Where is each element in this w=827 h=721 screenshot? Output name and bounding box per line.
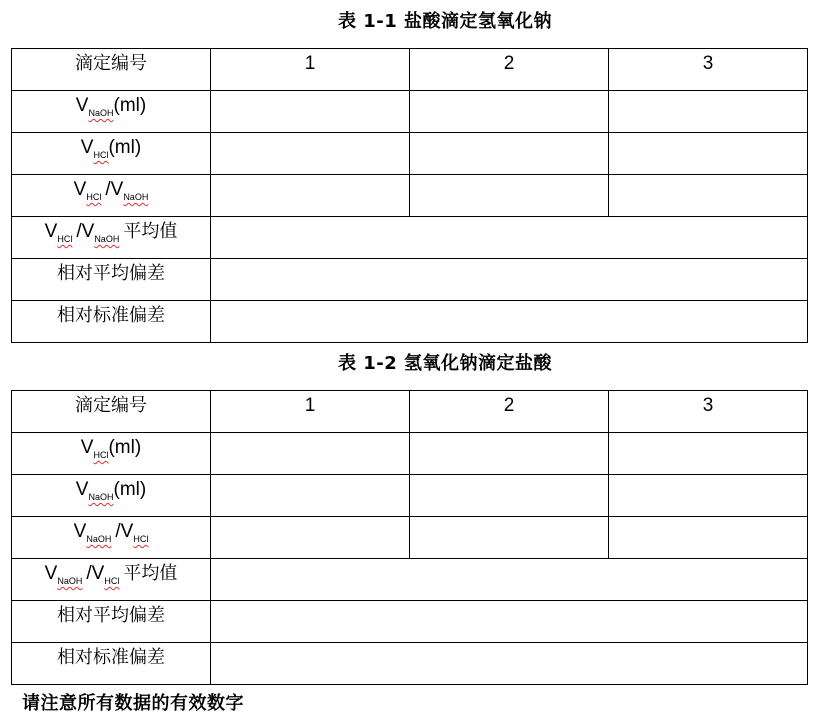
- merged-data-cell[interactable]: [211, 643, 808, 685]
- v-symbol: V: [44, 221, 58, 242]
- header-col-2: [410, 391, 609, 433]
- unit: (ml): [113, 479, 147, 500]
- header-col-2-text: 2: [503, 53, 515, 74]
- row-label-ratio-avg: [12, 559, 211, 601]
- data-cell[interactable]: [211, 91, 410, 133]
- merged-data-cell[interactable]: [211, 259, 808, 301]
- row-label-ratio: [12, 175, 211, 217]
- data-cell[interactable]: [609, 175, 808, 217]
- row-label-text: 相对平均偏差: [57, 605, 165, 626]
- table2-naoh-titrates-hcl: [11, 390, 808, 685]
- header-col-2-text: 2: [503, 395, 515, 416]
- merged-data-cell[interactable]: [211, 301, 808, 343]
- data-cell[interactable]: [211, 475, 410, 517]
- row-label-ratio: [12, 517, 211, 559]
- header-col-1-text: 1: [304, 395, 316, 416]
- table-row: [12, 301, 808, 343]
- v-symbol: V: [80, 137, 94, 158]
- row-label-text: 相对标准偏差: [57, 647, 165, 668]
- ratio-separator: /V: [115, 521, 134, 542]
- table-row: [12, 517, 808, 559]
- row-label-rel-std-dev: [12, 643, 211, 685]
- v-subscript: HCl: [93, 150, 109, 160]
- header-col-3: [609, 391, 808, 433]
- row-label-v-hcl: [12, 433, 211, 475]
- v-subscript: HCl: [57, 234, 73, 244]
- header-col-2: [410, 49, 609, 91]
- data-cell[interactable]: [410, 433, 609, 475]
- data-cell[interactable]: [609, 475, 808, 517]
- row-label-v-naoh: [12, 91, 211, 133]
- unit: (ml): [113, 95, 147, 116]
- row-label-v-hcl: [12, 133, 211, 175]
- header-col-3-text: 3: [702, 395, 714, 416]
- data-cell[interactable]: [410, 175, 609, 217]
- unit: (ml): [108, 437, 142, 458]
- table-row: [12, 133, 808, 175]
- header-label: 滴定编号: [75, 53, 147, 74]
- table1-caption: 表 1-1 盐酸滴定氢氧化钠: [337, 11, 553, 32]
- merged-data-cell[interactable]: [211, 601, 808, 643]
- v-symbol: V: [75, 479, 89, 500]
- row-label-rel-avg-dev: [12, 601, 211, 643]
- table-row: [12, 49, 808, 91]
- ratio-separator: /V: [105, 179, 124, 200]
- merged-data-cell[interactable]: [211, 559, 808, 601]
- data-cell[interactable]: [410, 517, 609, 559]
- v-subscript: NaOH: [94, 234, 120, 244]
- row-label-rel-std-dev: [12, 301, 211, 343]
- header-col-1: [211, 391, 410, 433]
- row-label-ratio-avg: [12, 217, 211, 259]
- v-subscript: NaOH: [88, 492, 114, 502]
- v-subscript: HCl: [86, 192, 102, 202]
- unit: (ml): [108, 137, 142, 158]
- table-row: [12, 391, 808, 433]
- data-cell[interactable]: [410, 91, 609, 133]
- table1-hcl-titrates-naoh: [11, 48, 808, 343]
- data-cell[interactable]: [211, 433, 410, 475]
- header-col-1: [211, 49, 410, 91]
- table-row: [12, 433, 808, 475]
- header-col-1-text: 1: [304, 53, 316, 74]
- merged-data-cell[interactable]: [211, 217, 808, 259]
- data-cell[interactable]: [211, 133, 410, 175]
- header-col-3-text: 3: [702, 53, 714, 74]
- header-col-3: [609, 49, 808, 91]
- table-row: [12, 259, 808, 301]
- table2-caption: 表 1-2 氢氧化钠滴定盐酸: [337, 353, 553, 374]
- header-label-cell: [12, 49, 211, 91]
- table-row: [12, 475, 808, 517]
- row-label-rel-avg-dev: [12, 259, 211, 301]
- v-symbol: V: [73, 179, 87, 200]
- data-cell[interactable]: [211, 175, 410, 217]
- table-row: [12, 643, 808, 685]
- v-subscript: NaOH: [123, 192, 149, 202]
- data-cell[interactable]: [609, 91, 808, 133]
- v-symbol: V: [44, 563, 58, 584]
- table-row: [12, 91, 808, 133]
- v-subscript: HCl: [133, 534, 149, 544]
- v-subscript: HCl: [104, 576, 120, 586]
- ratio-separator: /V: [76, 221, 95, 242]
- avg-suffix: 平均值: [123, 563, 178, 584]
- avg-suffix: 平均值: [123, 221, 178, 242]
- data-cell[interactable]: [410, 475, 609, 517]
- header-label-cell: [12, 391, 211, 433]
- data-cell[interactable]: [211, 517, 410, 559]
- data-cell[interactable]: [410, 133, 609, 175]
- table-row: [12, 217, 808, 259]
- data-cell[interactable]: [609, 433, 808, 475]
- v-subscript: NaOH: [57, 576, 83, 586]
- row-label-v-naoh: [12, 475, 211, 517]
- data-cell[interactable]: [609, 133, 808, 175]
- header-label: 滴定编号: [75, 395, 147, 416]
- v-symbol: V: [75, 95, 89, 116]
- significant-figures-note: 请注意所有数据的有效数字: [22, 693, 244, 714]
- table-row: [12, 559, 808, 601]
- row-label-text: 相对标准偏差: [57, 305, 165, 326]
- v-subscript: NaOH: [88, 108, 114, 118]
- v-symbol: V: [73, 521, 87, 542]
- table-row: [12, 175, 808, 217]
- v-subscript: NaOH: [86, 534, 112, 544]
- row-label-text: 相对平均偏差: [57, 263, 165, 284]
- v-subscript: HCl: [93, 450, 109, 460]
- data-cell[interactable]: [609, 517, 808, 559]
- table-row: [12, 601, 808, 643]
- v-symbol: V: [80, 437, 94, 458]
- ratio-separator: /V: [86, 563, 105, 584]
